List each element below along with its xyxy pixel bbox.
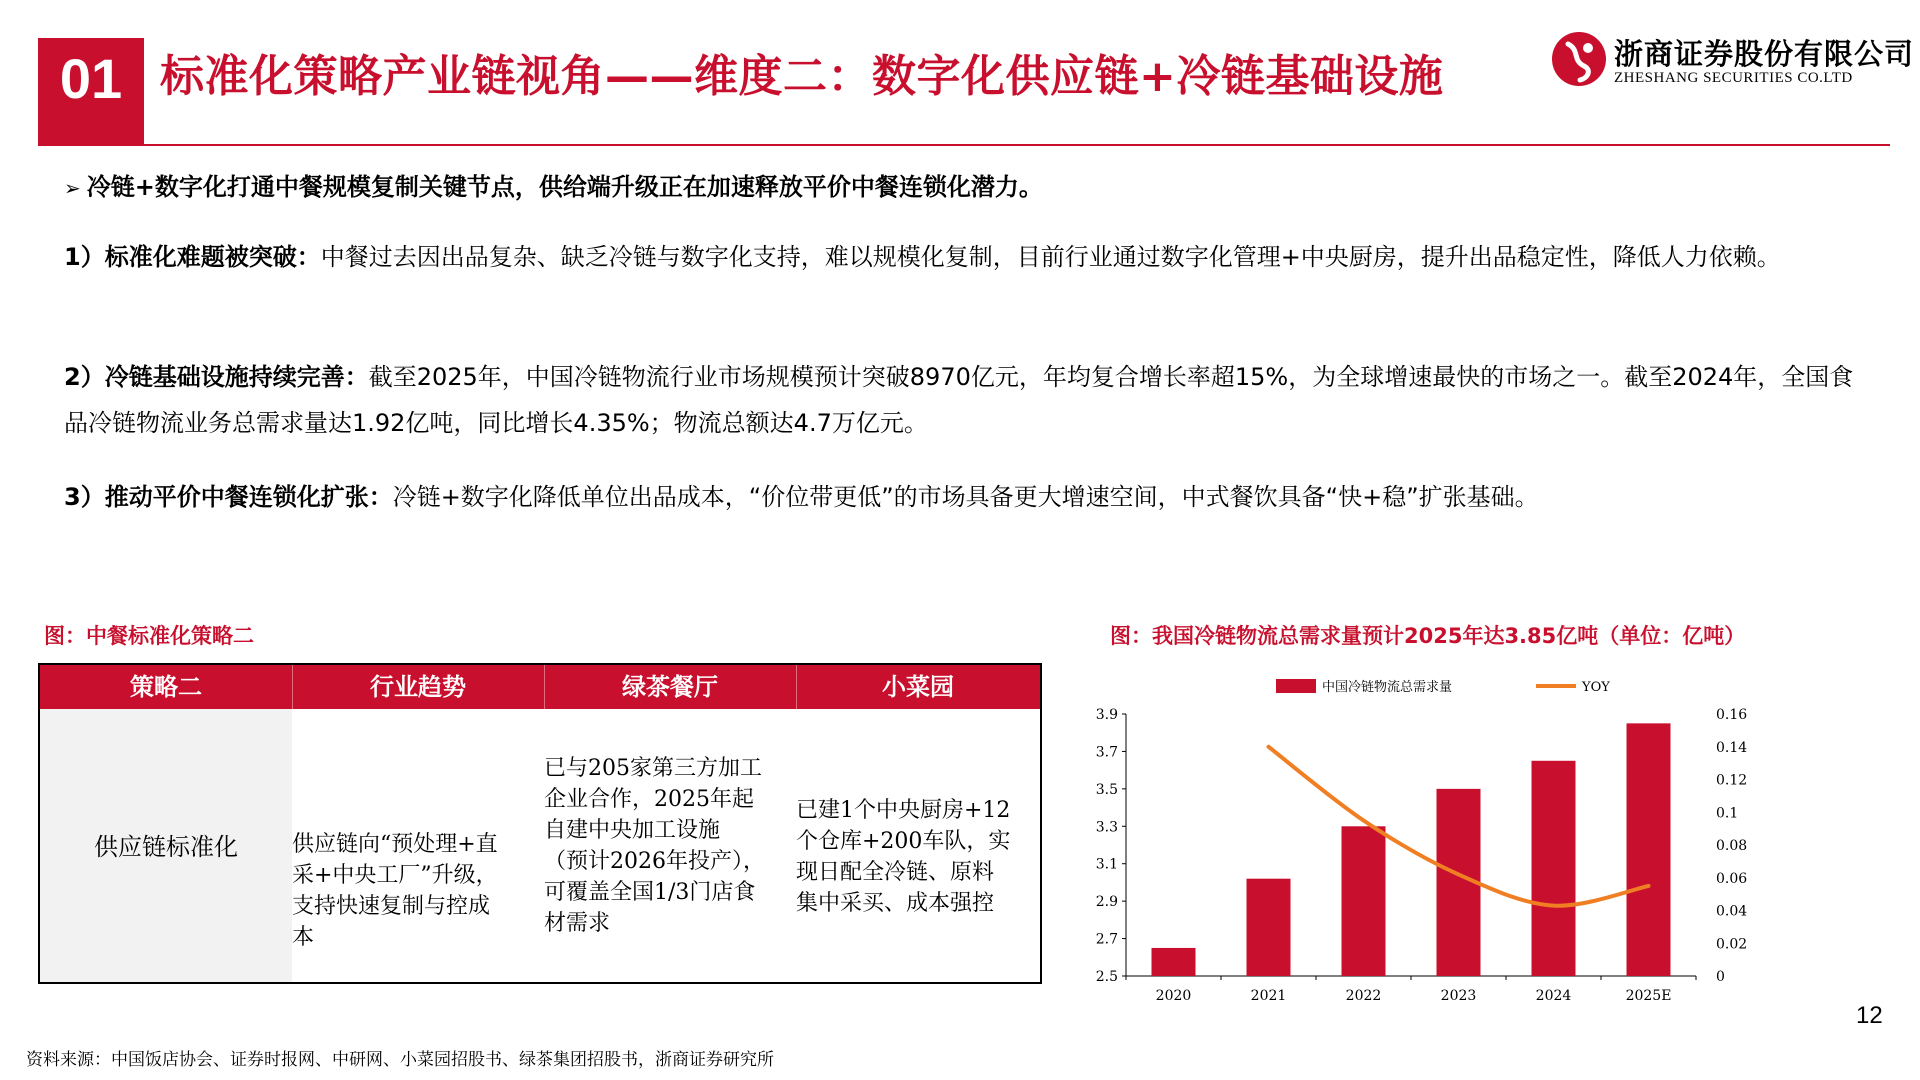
lvcha-cell xyxy=(544,709,796,982)
demand-bar xyxy=(1247,879,1291,976)
y-right-tick-label: 0.06 xyxy=(1716,870,1748,887)
y-left-tick-label: 3.3 xyxy=(1095,819,1118,836)
paragraph-1 xyxy=(64,234,1864,280)
y-left-tick-label: 3.9 xyxy=(1095,707,1118,723)
legend-label-demand: 中国冷链物流总需求量 xyxy=(1322,680,1453,695)
cell-line: 支持快速复制与控成 xyxy=(292,894,491,919)
cell-line: 自建中央加工设施 xyxy=(544,818,721,843)
legend-swatch-demand xyxy=(1276,679,1316,693)
bullet-text: 冷链+数字化打通中餐规模复制关键节点，供给端升级正在加速释放平价中餐连锁化潜力。 xyxy=(86,173,1043,201)
table-header-cell: 策略二 xyxy=(130,672,202,701)
paragraph-2-label: 2）冷链基础设施持续完善： xyxy=(64,363,369,391)
legend-label-yoy: YOY xyxy=(1582,680,1610,695)
x-tick-label: 2022 xyxy=(1345,988,1382,1004)
table-header-cell: 绿茶餐厅 xyxy=(622,672,718,701)
section-number: 01 xyxy=(59,47,123,110)
cell-line: 供应链向“预处理+直 xyxy=(292,832,498,857)
company-logo xyxy=(1550,30,1915,90)
table-header-row xyxy=(40,665,1040,709)
y-left-tick-label: 3.5 xyxy=(1095,781,1118,798)
bullet-summary xyxy=(64,164,1864,211)
y-right-tick-label: 0.14 xyxy=(1716,739,1748,756)
y-right-tick-label: 0.02 xyxy=(1716,936,1748,953)
paragraph-3-text: 冷链+数字化降低单位出品成本，“价位带更低”的市场具备更大增速空间，中式餐饮具备“快+稳”扩张基础。 xyxy=(392,483,1539,511)
y-left-tick-label: 2.7 xyxy=(1095,931,1118,948)
paragraph-2-text: 截至2025年，中国冷链物流行业市场规模预计突破8970亿元，年均复合增长率超15%，为全球增速最快的市场之一。截至2024年，全国食品冷链物流业务总需求量达1.92亿吨，同比增长4.35%；物流总额达4.7万亿元。 xyxy=(64,363,1854,437)
cell-line: 已建1个中央厨房+12 xyxy=(796,798,1011,823)
demand-bar xyxy=(1627,723,1671,976)
cell-line: 可覆盖全国1/3门店食 xyxy=(544,880,756,905)
table-caption: 图：中餐标准化策略二 xyxy=(44,624,254,648)
logo-chinese-name: 浙商证券股份有限公司 xyxy=(1614,37,1915,71)
strategy-table xyxy=(38,663,1042,984)
paragraph-2 xyxy=(64,354,1864,446)
source-note: 资料来源：中国饭店协会、证券时报网、中研网、小菜园招股书、绿茶集团招股书，浙商证券研究所 xyxy=(26,1050,774,1070)
logo-english-name: ZHESHANG SECURITIES CO.LTD xyxy=(1614,70,1853,86)
x-tick-label: 2023 xyxy=(1440,988,1477,1004)
paragraph-3 xyxy=(64,474,1864,520)
trend-cell xyxy=(292,709,544,982)
y-left-tick-label: 3.1 xyxy=(1095,856,1118,873)
x-tick-label: 2020 xyxy=(1155,988,1192,1004)
paragraph-1-label: 1）标准化难题被突破： xyxy=(64,243,321,271)
page-title: 标准化策略产业链视角——维度二：数字化供应链+冷链基础设施 xyxy=(160,51,1444,102)
demand-bar xyxy=(1342,826,1386,976)
xiaocaiyuan-cell xyxy=(796,709,1040,982)
cell-line: 已与205家第三方加工 xyxy=(544,756,762,781)
row-label: 供应链标准化 xyxy=(94,833,238,861)
cell-line: 现日配全冷链、原料 xyxy=(796,860,995,885)
y-right-tick-label: 0.04 xyxy=(1716,903,1748,920)
y-right-tick-label: 0 xyxy=(1716,969,1725,985)
paragraph-3-label: 3）推动平价中餐连锁化扩张： xyxy=(64,483,393,511)
paragraph-1-text: 中餐过去因出品复杂、缺乏冷链与数字化支持，难以规模化复制，目前行业通过数字化管理+中央厨房，提升出品稳定性，降低人力依赖。 xyxy=(320,243,1781,271)
chart-caption: 图：我国冷链物流总需求量预计2025年达3.85亿吨（单位：亿吨） xyxy=(1110,624,1746,648)
x-tick-label: 2025E xyxy=(1625,988,1672,1004)
table-header-cell: 小菜园 xyxy=(882,672,954,701)
cell-line: 采+中央工厂”升级， xyxy=(292,863,498,888)
y-right-tick-label: 0.08 xyxy=(1716,838,1748,854)
cold-chain-demand-chart xyxy=(1076,664,1796,1014)
x-tick-label: 2024 xyxy=(1535,988,1572,1004)
section-number-badge xyxy=(38,38,144,144)
y-right-tick-label: 0.16 xyxy=(1716,707,1748,723)
y-left-tick-label: 2.5 xyxy=(1095,969,1118,985)
y-left-tick-label: 3.7 xyxy=(1095,744,1118,761)
cell-line: 材需求 xyxy=(544,911,611,936)
arrow-bullet-icon: ➢ xyxy=(64,176,81,200)
demand-bar xyxy=(1532,761,1576,976)
y-right-tick-label: 0.1 xyxy=(1716,805,1739,822)
zheshang-logo-icon xyxy=(1550,30,1608,88)
cell-line: （预计2026年投产）， xyxy=(544,849,765,874)
page-number: 12 xyxy=(1856,1002,1883,1029)
y-right-tick-label: 0.12 xyxy=(1716,772,1748,789)
x-tick-label: 2021 xyxy=(1250,988,1287,1004)
y-left-tick-label: 2.9 xyxy=(1095,894,1118,911)
cell-line: 个仓库+200车队，实 xyxy=(796,829,1011,854)
demand-bar xyxy=(1152,948,1196,976)
table-header-cell: 行业趋势 xyxy=(370,672,466,701)
row-label-cell xyxy=(40,709,292,982)
cell-line: 集中采买、成本强控 xyxy=(796,891,995,916)
cell-line: 本 xyxy=(292,925,315,950)
header-divider xyxy=(38,144,1890,146)
cell-line: 企业合作，2025年起 xyxy=(544,787,754,812)
